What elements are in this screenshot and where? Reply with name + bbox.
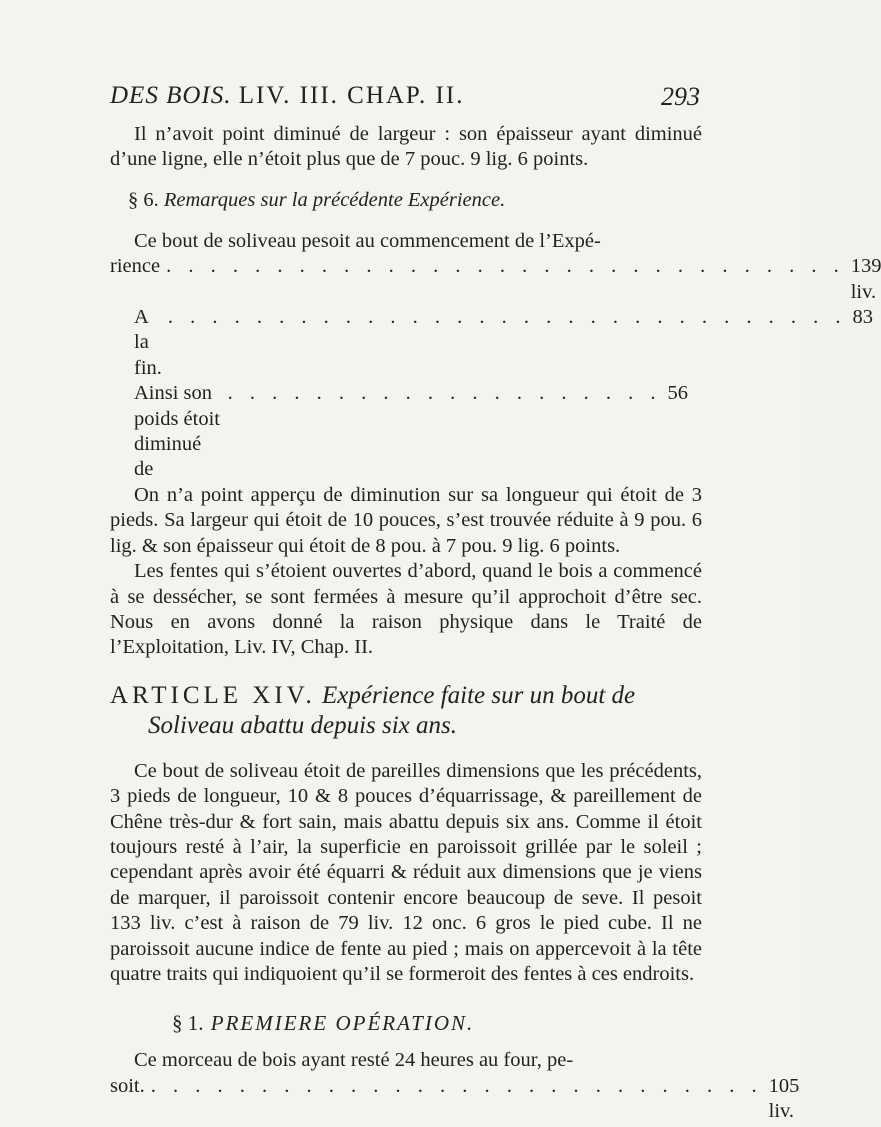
weight-row-2-label: A la fin. [134, 306, 162, 379]
paragraph-1: Il n’avoit point diminué de largeur : son épaisseur ayant diminué d’une ligne, elle n’étoit plus que de 7 pouc. 9 lig. 6 points. [110, 123, 702, 171]
paragraph-2: On n’a point apperçu de diminution sur sa longueur qui étoit de 3 pieds. Sa largeur qui étoit de 10 pouces, s’est trouvée réduite à 9 pou. 6 lig. & son épaisseur qui étoit de 8 pou. à 7 pou. 9 lig. 6 points. [110, 483, 702, 557]
operation-symbol: § 1. [172, 1011, 204, 1036]
page-header [110, 82, 702, 122]
article-heading [110, 681, 702, 741]
running-head [110, 82, 464, 110]
weight-row-1-value: 139 liv. [850, 255, 881, 303]
running-head-italic: DES BOIS. [110, 82, 232, 109]
operation-value: 105 liv. [768, 1074, 800, 1123]
article-title-line-1: Expérience faite sur un bout de [322, 681, 636, 709]
running-head-chapter: LIV. III. CHAP. II. [238, 82, 465, 109]
weight-row-1b-label: rience [110, 255, 161, 278]
operation-title [110, 1011, 702, 1036]
weight-row-2-value: 83 [852, 306, 874, 329]
operation-heading: PREMIERE OPÉRATION. [210, 1011, 475, 1036]
section-6-symbol: § 6. [128, 188, 159, 211]
weight-row-3-label: Ainsi son poids étoit diminué de [134, 382, 220, 481]
article-title-line-2: Soliveau abattu depuis six ans. [148, 711, 457, 739]
article-label: ARTICLE XIV. [110, 681, 316, 709]
weight-row-2 [110, 305, 874, 381]
dot-leader: . . . . . . . . . . . . . . . . . . . . . . . . . . . . . . . [166, 255, 845, 278]
weight-row-1-label: Ce bout de soliveau pesoit au commencement de l’Expé- [134, 229, 601, 252]
paragraph-4: Ce bout de soliveau étoit de pareilles dimensions que les précédents, 3 pieds de longueur, 10 & 8 pouces d’équarrissage, & pareillement de Chêne très-dur & fort sain, mais abattu depuis six ans. Comme il étoit toujours resté à l’air, la superficie en paroissoit grillée par le soleil ; cependant après avoir été équarri & réduit aux dimensions que je viens de marquer, il paroissoit contenir encore beaucoup de seve. Il pesoit 133 liv. c’est à raison de 79 liv. 12 onc. 6 gros le pied cube. Il ne paroissoit aucune indice de fente au pied ; mais on appercevoit à la tête quatre traits qui indiquoient qu’il se formeroit des fentes à ces endroits. [110, 759, 702, 985]
weight-row-3 [110, 381, 702, 483]
page-number: 293 [661, 82, 700, 111]
operation-row [110, 1074, 800, 1125]
dot-leader: . . . . . . . . . . . . . . . . . . . . . . . . . . . . [150, 1074, 763, 1097]
operation-text-2: soit. [110, 1074, 145, 1097]
text-column [110, 82, 881, 1125]
section-6-title [110, 187, 702, 213]
dot-leader: . . . . . . . . . . . . . . . . . . . . [227, 382, 662, 405]
weight-row-3-value: 56 [667, 382, 688, 405]
operation-text: Ce morceau de bois ayant resté 24 heures au four, pe- [134, 1049, 574, 1072]
section-6-heading: Remarques sur la précédente Expérience. [163, 188, 506, 211]
paragraph-3: Les fentes qui s’étoient ouvertes d’abord, quand le bois a commencé à se dessécher, se sont fermées à mesure qu’il approchoit d’être sec. Nous en avons donné la raison physique dans le Traité de l’Exploitation, Liv. IV, Chap. II. [110, 560, 702, 659]
weight-row-1 [110, 254, 881, 305]
dot-leader: . . . . . . . . . . . . . . . . . . . . . . . . . . . . . . . [167, 306, 847, 329]
